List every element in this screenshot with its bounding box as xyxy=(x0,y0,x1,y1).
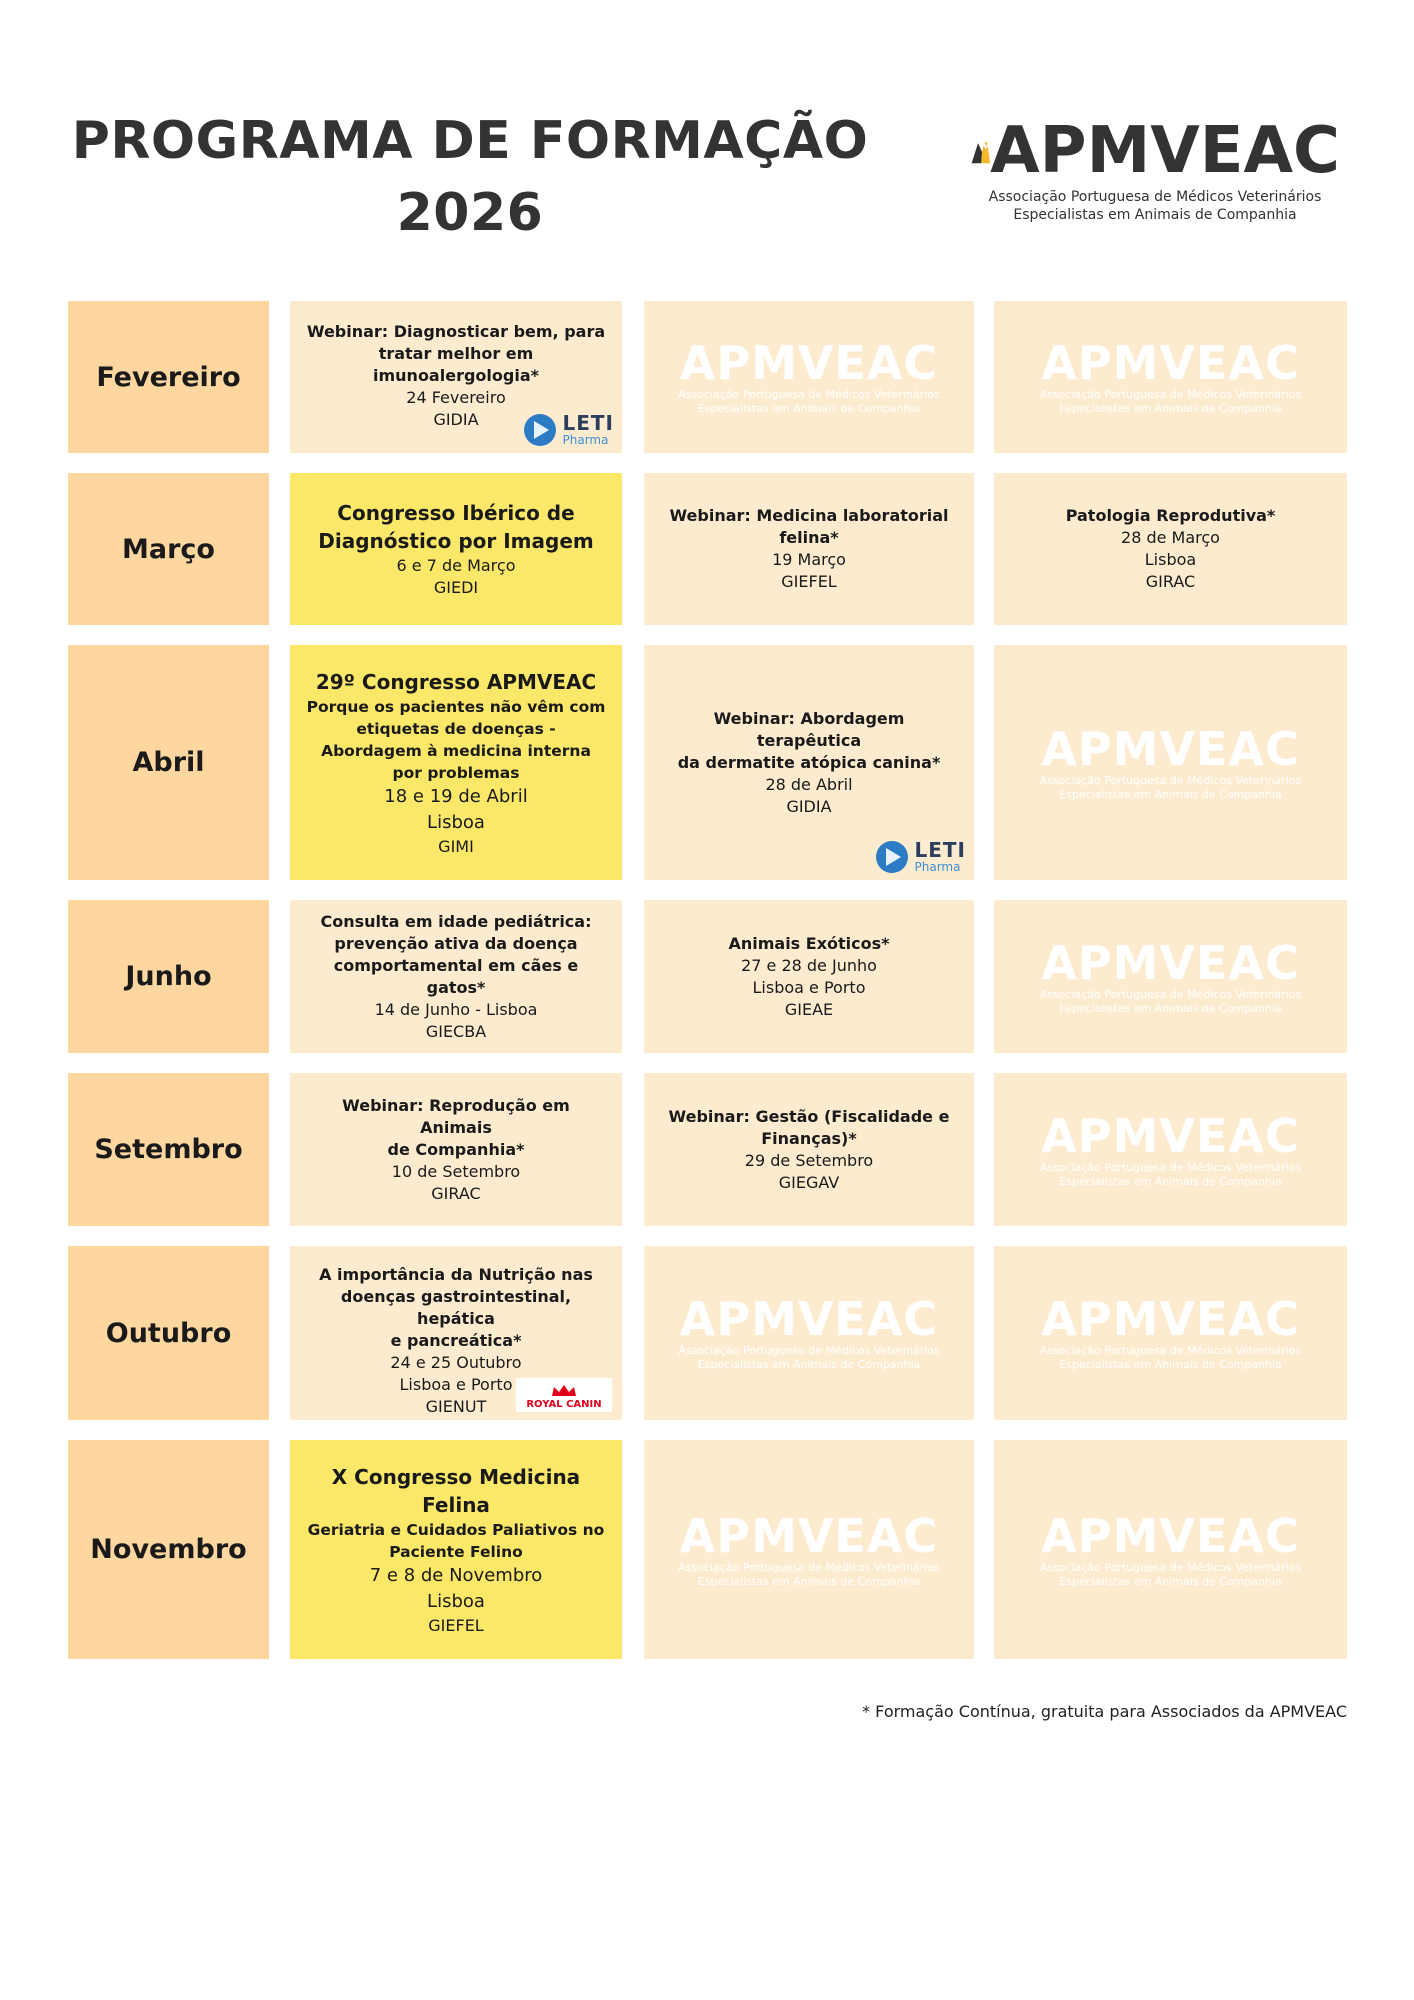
event-card xyxy=(994,473,1347,625)
event-title: imunoalergologia* xyxy=(373,366,539,385)
event-group: GIRAC xyxy=(431,1183,481,1203)
watermark-sub: Associação Portuguesa de Médicos Veterinários xyxy=(678,1560,940,1574)
event-group: GIENUT xyxy=(425,1397,487,1416)
watermark-sub: Associação Portuguesa de Médicos Veterinários xyxy=(1039,773,1302,787)
row-fevereiro xyxy=(68,301,1347,453)
event-place: Lisboa e Porto xyxy=(399,1375,513,1394)
royal-canin-logo xyxy=(516,1378,612,1412)
footnote: * Formação Contínua, gratuita para Associados da APMVEAC xyxy=(862,1702,1347,1721)
event-title: Webinar: Reprodução em Animais xyxy=(342,1095,570,1137)
event-date: 27 e 28 de Junho xyxy=(741,955,877,975)
row-outubro xyxy=(68,1246,1347,1420)
month-label: Abril xyxy=(68,645,269,880)
event-place: Lisboa xyxy=(427,1590,485,1612)
event-title: Webinar: Abordagem terapêutica xyxy=(713,708,905,750)
title-line-2: 2026 xyxy=(396,183,544,243)
event-title: tratar melhor em xyxy=(378,344,534,363)
event-group: GIDIA xyxy=(433,410,479,429)
watermark-sub: Associação Portuguesa de Médicos Veterinários xyxy=(678,1344,940,1357)
watermark-sub: Especialistas em Animais de Companhia xyxy=(1059,1174,1282,1188)
watermark-card xyxy=(994,900,1347,1053)
watermark-word: APMVEAC xyxy=(679,1508,939,1563)
leti-pharma-logo xyxy=(875,840,967,874)
watermark-sub: Associação Portuguesa de Médicos Veterinários xyxy=(1039,1160,1302,1174)
event-title: de Companhia* xyxy=(387,1139,525,1159)
event-subtitle: etiquetas de doenças - xyxy=(356,719,556,738)
apmveac-logo xyxy=(970,114,1340,224)
event-subtitle: por problemas xyxy=(392,763,520,782)
leti-sub: Pharma xyxy=(562,433,609,447)
month-label: Junho xyxy=(68,900,269,1053)
watermark-sub: Associação Portuguesa de Médicos Veterinários xyxy=(1039,388,1302,401)
event-title: Congresso Ibérico de xyxy=(337,501,575,525)
event-group: GIEGAV xyxy=(778,1172,840,1192)
event-title: comportamental em cães e gatos* xyxy=(333,955,579,997)
watermark-word: APMVEAC xyxy=(1041,1108,1300,1163)
watermark-sub: Associação Portuguesa de Médicos Veterinários xyxy=(678,388,940,401)
logo-word-text: APMVEAC xyxy=(990,114,1340,188)
watermark-card xyxy=(994,645,1347,880)
event-card xyxy=(290,1246,622,1420)
event-subtitle: Abordagem à medicina interna xyxy=(321,741,591,760)
event-title: A importância da Nutrição nas xyxy=(319,1265,593,1284)
event-card xyxy=(290,301,622,453)
row-novembro xyxy=(68,1440,1347,1659)
event-place: Lisboa xyxy=(1144,550,1197,569)
event-group: GIMI xyxy=(438,836,474,856)
event-title: felina* xyxy=(779,528,839,547)
watermark-card xyxy=(994,1073,1347,1226)
row-setembro xyxy=(68,1073,1347,1226)
event-group: GIEAE xyxy=(784,999,834,1019)
event-card xyxy=(290,1440,622,1659)
watermark-word: APMVEAC xyxy=(1041,1508,1300,1563)
watermark-word: APMVEAC xyxy=(1041,935,1300,990)
watermark-sub: Especialistas em Animais de Companhia xyxy=(1059,1574,1282,1588)
leti-play-icon xyxy=(523,413,557,447)
event-title: doenças gastrointestinal, hepática xyxy=(340,1287,572,1328)
event-date: 18 e 19 de Abril xyxy=(384,785,528,807)
event-card xyxy=(290,645,622,880)
event-place: Lisboa e Porto xyxy=(752,977,866,997)
watermark-card xyxy=(994,301,1347,453)
watermark-sub: Especialistas em Animais de Companhia xyxy=(697,1358,921,1371)
row-marco xyxy=(68,473,1347,625)
watermark-sub: Associação Portuguesa de Médicos Veterinários xyxy=(1039,1560,1302,1574)
royal-canin-text: ROYAL CANIN xyxy=(526,1399,602,1410)
event-date: 10 de Setembro xyxy=(391,1161,521,1181)
watermark-card xyxy=(994,1440,1347,1659)
crown-icon xyxy=(550,1384,578,1398)
event-card xyxy=(290,900,622,1053)
watermark-word: APMVEAC xyxy=(679,336,939,390)
leti-name: LETI xyxy=(914,838,966,862)
month-label: Novembro xyxy=(68,1440,269,1659)
event-subtitle: Porque os pacientes não vêm com xyxy=(306,697,606,716)
watermark-card xyxy=(994,1246,1347,1420)
event-title: da dermatite atópica canina* xyxy=(677,752,941,772)
watermark-sub: Especialistas em Animais de Companhia xyxy=(1059,1358,1282,1371)
event-title: Webinar: Gestão (Fiscalidade e xyxy=(668,1106,950,1126)
event-group: GIDIA xyxy=(786,796,832,816)
title-line-1: PROGRAMA DE FORMAÇÃO xyxy=(71,111,869,171)
watermark-sub: Especialistas em Animais de Companhia xyxy=(697,402,921,415)
event-date: 28 de Abril xyxy=(765,774,853,794)
event-title: Patologia Reprodutiva* xyxy=(1065,506,1276,525)
watermark-card xyxy=(644,1440,974,1659)
event-title: Webinar: Diagnosticar bem, para xyxy=(306,322,606,341)
event-subtitle: Paciente Felino xyxy=(389,1542,523,1561)
logo-subtitle xyxy=(970,188,1340,224)
watermark-sub: Especialistas em Animais de Companhia xyxy=(1059,787,1282,801)
event-subtitle: Geriatria e Cuidados Paliativos no xyxy=(307,1520,605,1539)
row-abril xyxy=(68,645,1347,880)
event-card xyxy=(644,900,974,1053)
month-label: Outubro xyxy=(68,1246,269,1420)
month-label: Março xyxy=(68,473,269,625)
event-card xyxy=(290,473,622,625)
row-junho xyxy=(68,900,1347,1053)
watermark-sub: Associação Portuguesa de Médicos Veterinários xyxy=(1039,987,1302,1001)
event-date: 19 Março xyxy=(772,550,846,569)
watermark-word: APMVEAC xyxy=(1041,721,1300,776)
leti-name: LETI xyxy=(562,411,614,435)
event-date: 29 de Setembro xyxy=(744,1150,874,1170)
logo-wordmark xyxy=(970,114,1340,188)
event-title: Felina xyxy=(422,1492,490,1517)
logo-subtitle-line-2: Especialistas em Animais de Companhia xyxy=(1013,207,1297,223)
page-title xyxy=(40,105,900,249)
month-label: Setembro xyxy=(68,1073,269,1226)
event-title: 29º Congresso APMVEAC xyxy=(315,669,597,694)
event-date: 14 de Junho - Lisboa xyxy=(374,999,538,1019)
event-date: 6 e 7 de Março xyxy=(396,556,516,575)
month-label: Fevereiro xyxy=(68,301,269,453)
watermark-sub: Especialistas em Animais de Companhia xyxy=(1059,402,1282,415)
event-title: e pancreática* xyxy=(390,1331,522,1350)
leti-play-icon xyxy=(875,840,909,874)
event-title: Webinar: Medicina laboratorial xyxy=(669,506,949,525)
event-group: GIEFEL xyxy=(428,1615,484,1635)
event-card xyxy=(644,645,974,880)
event-date: 24 e 25 Outubro xyxy=(390,1353,522,1372)
watermark-sub: Especialistas em Animais de Companhia xyxy=(1059,1001,1282,1015)
event-title: prevenção ativa da doença xyxy=(334,933,578,953)
watermark-sub: Especialistas em Animais de Companhia xyxy=(697,1574,921,1588)
watermark-sub: Associação Portuguesa de Médicos Veterinários xyxy=(1039,1344,1302,1357)
event-group: GIRAC xyxy=(1145,572,1196,591)
event-title: Finanças)* xyxy=(761,1128,857,1148)
event-card xyxy=(644,473,974,625)
event-date: 7 e 8 de Novembro xyxy=(369,1564,543,1586)
watermark-word: APMVEAC xyxy=(1041,1292,1300,1346)
event-card xyxy=(644,1073,974,1226)
event-group: GIEFEL xyxy=(781,572,837,591)
event-title: X Congresso Medicina xyxy=(331,1464,581,1489)
watermark-word: APMVEAC xyxy=(679,1292,939,1346)
event-title: Consulta em idade pediátrica: xyxy=(320,911,592,931)
watermark-card xyxy=(644,301,974,453)
event-date: 24 Fevereiro xyxy=(406,388,506,407)
event-title: Diagnóstico por Imagem xyxy=(318,529,594,553)
event-place: Lisboa xyxy=(427,811,485,833)
leti-pharma-logo xyxy=(523,413,615,447)
leti-sub: Pharma xyxy=(914,860,961,874)
event-group: GIEDI xyxy=(433,578,479,597)
event-date: 28 de Março xyxy=(1121,528,1220,547)
watermark-card xyxy=(644,1246,974,1420)
logo-subtitle-line-1: Associação Portuguesa de Médicos Veterinários xyxy=(988,189,1322,205)
watermark-word: APMVEAC xyxy=(1041,336,1300,390)
event-group: GIECBA xyxy=(425,1021,487,1041)
event-title: Animais Exóticos* xyxy=(728,933,890,953)
event-card xyxy=(290,1073,622,1226)
